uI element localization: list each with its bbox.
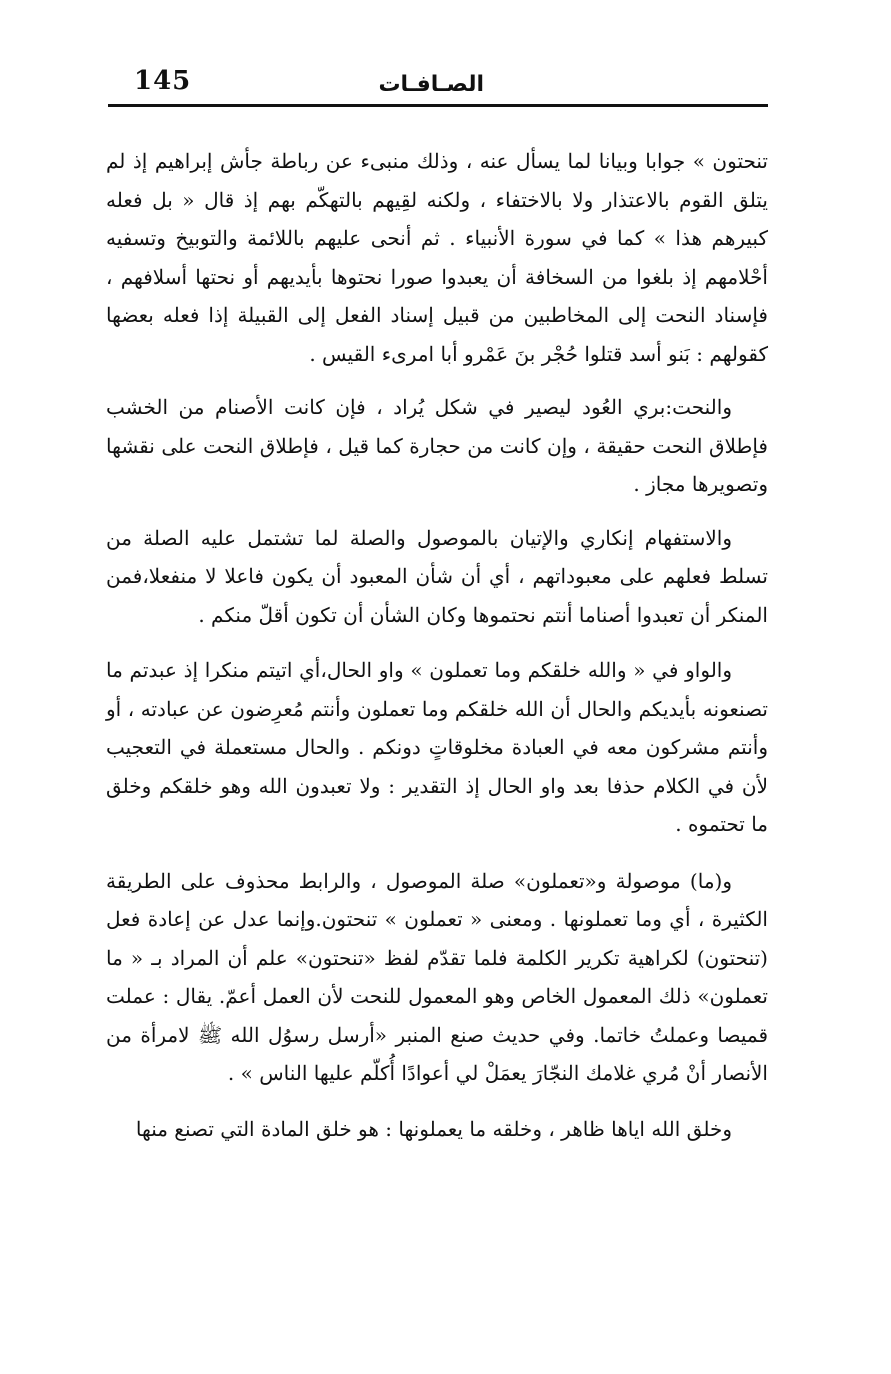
- page-number: 145: [134, 66, 192, 96]
- page-body: [106, 142, 768, 1148]
- paragraph: والواو في « والله خلقكم وما تعملون » واو الحال،أي اتيتم منكرا إذ عبدتم ما تصنعونه بأيديكم والحال أن الله خلقكم وما تعملون وأنتم مُعرِضون عن عبادته ، أو وأنتم مشركون معه في العبادة مخلوقاتٍ دونكم . والحال مستعملة في التعجيب لأن في الكلام حذفا بعد واو الحال إذ التقدير : ولا تعبدون الله وهو خلقكم وخلق ما تحتموه .: [106, 658, 768, 836]
- page-header: [108, 60, 768, 108]
- paragraph: و(ما) موصولة و«تعملون» صلة الموصول ، والرابط محذوف على الطريقة الكثيرة ، أي وما تعملونها . ومعنى « تعملون » تنحتون.وإنما عدل عن إعادة فعل (تنحتون) لكراهية تكرير الكلمة فلما تقدّم لفظ «تنحتون» علم أن المراد بـ « ما تعملون» ذلك المعمول الخاص وهو المعمول للنحت لأن العمل أعمّ. يقال : عملت قميصا وعملتُ خاتما. وفي حديث صنع المنبر «أرسل رسوُل الله ﷺ لامرأة من الأنصار أنْ مُري غلامك النجّارَ يعمَلْ لي أعوادًا أُكلّم عليها الناس » .: [106, 868, 768, 1085]
- paragraph: تنحتون » جوابا وبيانا لما يسأل عنه ، وذلك منبىء عن رباطة جأش إبراهيم إذ لم يتلق القوم بالاعتذار ولا بالاختفاء ، ولكنه لقِيهم بالتهكّم بهم إذ قال « بل فعله كبيرهم هذا » كما في سورة الأنبياء . ثم أنحى عليهم باللائمة والتوبيخ وتسفيه أحْلامهم إذ بلغوا من السخافة أن يعبدوا صورا نحتوها بأيديهم أو نحتها أسلافهم ، فإسناد النحت إلى المخاطبين من قبيل إسناد الفعل إلى القبيلة إذا فعله بعضها كقولهم : بَنو أسد قتلوا حُجْر بنَ عَمْرو أبا امرىء القيس .: [106, 149, 768, 366]
- paragraph: والنحت:بري العُود ليصير في شكل يُراد ، فإن كانت الأصنام من الخشب فإطلاق النحت حقيقة ، وإن كانت من حجارة كما قيل ، فإطلاق النحت على نقشها وتصويرها مجاز .: [106, 395, 768, 496]
- running-title: الصـافـات: [378, 72, 484, 97]
- paragraph: وخلق الله اياها ظاهر ، وخلقه ما يعملونها : هو خلق المادة التي تصنع منها: [135, 1116, 732, 1141]
- paragraph: والاستفهام إنكاري والإتيان بالموصول والصلة لما تشتمل عليه الصلة من تسلط فعلهم على معبوداتهم ، أي أن شأن المعبود أن يكون فاعلا لا منفعلا،فمن المنكر أن تعبدوا أصناما أنتم نحتموها وكان الشأن أن تكون أقلّ منكم .: [106, 525, 768, 627]
- header-rule: [108, 104, 768, 107]
